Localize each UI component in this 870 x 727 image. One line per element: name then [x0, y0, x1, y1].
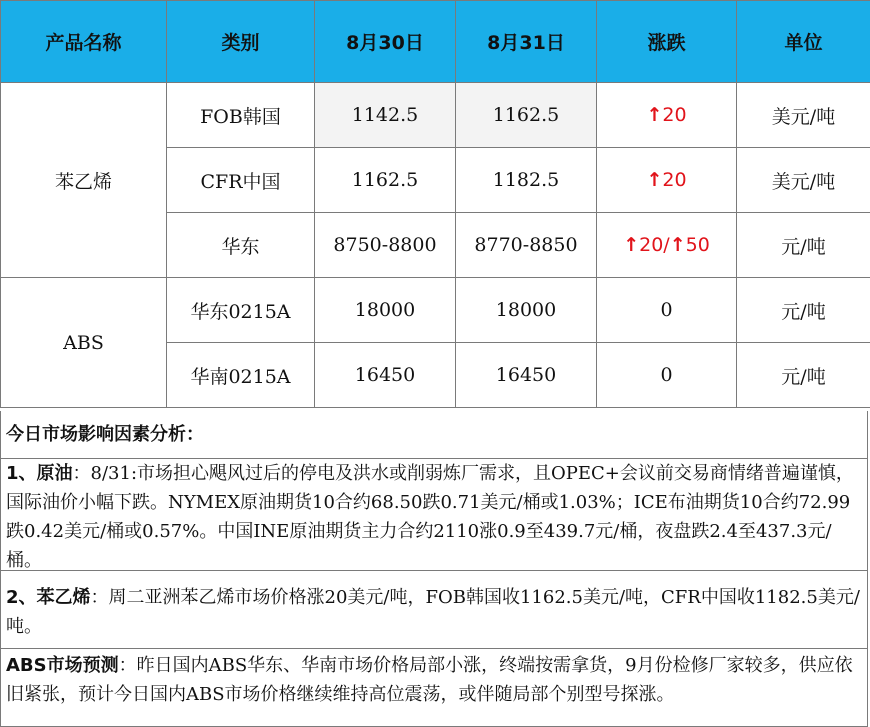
header-product: 产品名称 [1, 1, 167, 83]
up-arrow-icon: ↑ [623, 234, 640, 256]
change-value: 20/ [639, 234, 670, 256]
cell-category: CFR中国 [167, 148, 315, 213]
crude-text: ：8/31:市场担心飓风过后的停电及洪水或削弱炼厂需求，且OPEC+会议前交易商情绪普遍谨慎，国际油价小幅下跌。NYMEX原油期货10合约68.50跌0.71美元/桶或1.03%；ICE布油期货10合约72.99跌0.42美元/桶或0.57%。中国INE原油期货主力合约2110涨0.9至439.7元/桶，夜盘跌2.4至437.3元/桶。 [6, 463, 854, 571]
up-arrow-icon: ↑ [646, 104, 663, 126]
styrene-section [0, 571, 868, 649]
cell-aug31: 1182.5 [456, 148, 597, 213]
styrene-text: ：周二亚洲苯乙烯市场价格涨20美元/吨，FOB韩国收1162.5美元/吨，CFR中国收1182.5美元/吨。 [6, 587, 860, 637]
header-change: 涨跌 [597, 1, 737, 83]
header-aug30: 8月30日 [315, 1, 456, 83]
cell-aug31: 18000 [456, 278, 597, 343]
change-value: 50 [685, 234, 710, 256]
table-row [1, 278, 870, 343]
cell-change: 0 [597, 343, 737, 408]
up-arrow-icon: ↑ [646, 169, 663, 191]
change-value: 20 [662, 104, 687, 126]
abs-label: ABS市场预测 [6, 655, 119, 676]
cell-change: 0 [597, 278, 737, 343]
cell-category: FOB韩国 [167, 83, 315, 148]
cell-category: 华南0215A [167, 343, 315, 408]
cell-aug30: 18000 [315, 278, 456, 343]
styrene-label: 2、苯乙烯 [6, 587, 91, 608]
cell-aug30: 8750-8800 [315, 213, 456, 278]
cell-aug30: 1162.5 [315, 148, 456, 213]
header-category: 类别 [167, 1, 315, 83]
cell-unit: 元/吨 [737, 213, 870, 278]
cell-change [597, 83, 737, 148]
cell-category: 华东 [167, 213, 315, 278]
cell-unit: 美元/吨 [737, 148, 870, 213]
group-styrene: 苯乙烯 [1, 83, 167, 278]
change-value: 20 [662, 169, 687, 191]
analysis-title-box [0, 411, 868, 459]
group-abs: ABS [1, 278, 167, 408]
cell-unit: 元/吨 [737, 278, 870, 343]
table-header-row [1, 1, 870, 83]
cell-aug30: 1142.5 [315, 83, 456, 148]
cell-aug30: 16450 [315, 343, 456, 408]
table-row [1, 83, 870, 148]
cell-unit: 元/吨 [737, 343, 870, 408]
cell-change [597, 148, 737, 213]
cell-aug31: 16450 [456, 343, 597, 408]
cell-aug31: 1162.5 [456, 83, 597, 148]
abs-forecast-section [0, 649, 868, 727]
abs-text: ：昨日国内ABS华东、华南市场价格局部小涨，终端按需拿货，9月份检修厂家较多，供应依旧紧张，预计今日国内ABS市场价格继续维持高位震荡，或伴随局部个别型号探涨。 [6, 655, 853, 705]
header-unit: 单位 [737, 1, 870, 83]
cell-aug31: 8770-8850 [456, 213, 597, 278]
cell-unit: 美元/吨 [737, 83, 870, 148]
cell-category: 华东0215A [167, 278, 315, 343]
crude-oil-section [0, 459, 868, 571]
cell-change [597, 213, 737, 278]
header-aug31: 8月31日 [456, 1, 597, 83]
up-arrow-icon: ↑ [669, 234, 686, 256]
crude-label: 1、原油 [6, 463, 73, 484]
analysis-title: 今日市场影响因素分析： [6, 424, 204, 445]
